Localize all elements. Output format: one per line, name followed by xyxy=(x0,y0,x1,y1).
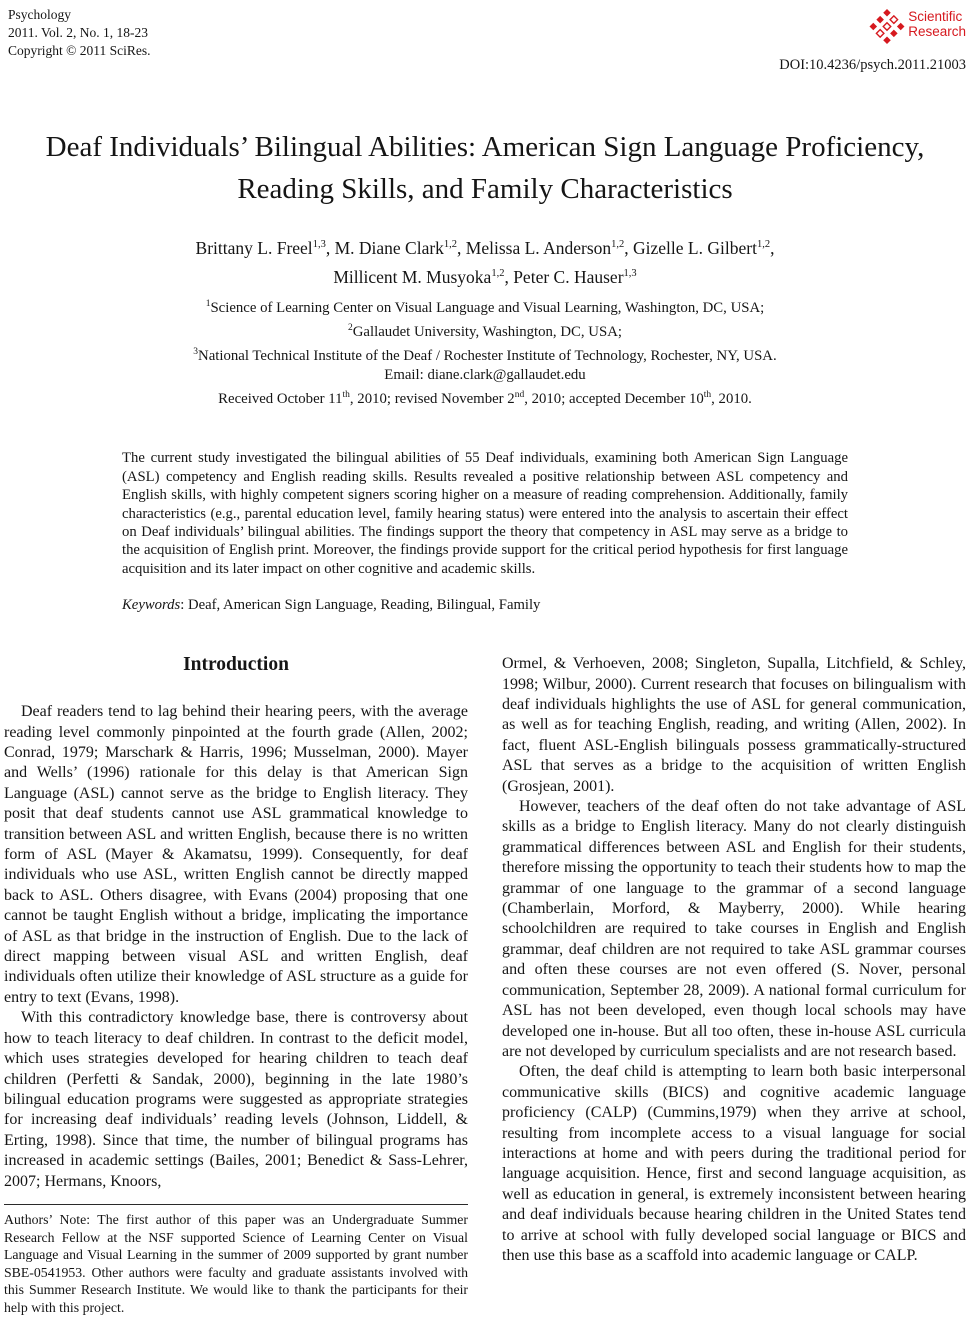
authors-note-footnote: Authors’ Note: The first author of this paper was an Undergraduate Summer Research Fellow at the NSF supported Science of Learning Center on Visual Language and Visual Learning in the summer of 2009 supported by grant number SBE-0541953. Other authors were faculty and graduate assistants involved with this Summer Research Institute. We would like to thank the participants for their help with this project. xyxy=(4,1204,468,1317)
article-body xyxy=(0,654,970,1316)
section-heading-introduction: Introduction xyxy=(183,654,289,676)
body-paragraph: Often, the deaf child is attempting to learn both basic interpersonal communicative skills (BICS) and cognitive academic language proficiency (CALP) (Cummins,1979) when they arrive at school, resulting from incomplete access to a visual language for social interactions at home and with peers during the traditional period for language acquisition. Hence, first and second language acquisition, as well as education in general, is extremely inconsistent between hearing and deaf individuals because hearing children in the United States tend to arrive at school with fully developed social language or BICS and then use this base as a scaffold into academic language or CALP. xyxy=(502,1063,966,1264)
keywords-label: Keywords xyxy=(122,597,181,614)
journal-name: Psychology xyxy=(8,7,72,22)
body-paragraph: Ormel, & Verhoeven, 2008; Singleton, Supalla, Litchfield, & Schley, 1998; Wilbur, 2000). Current research that focuses on bilingualism with deaf individuals highlights the use of ASL for general communication, as well as for teaching English, reading, and writing (Allen, 2002). In fact, fluent ASL-English bilinguals possess grammatically-structured ASL that serves as a bridge to the acquisition of written English (Grosjean, 2001). xyxy=(502,655,966,795)
left-column xyxy=(4,654,468,1316)
article-title: Deaf Individuals’ Bilingual Abilities: American Sign Language Proficiency, Reading Skills, and Family Characteristics xyxy=(45,131,925,205)
page-header xyxy=(0,0,970,74)
publisher-block xyxy=(779,6,966,74)
author-list xyxy=(0,232,970,290)
journal-issue: 2011. Vol. 2, No. 1, 18-23 xyxy=(8,25,149,40)
author-line-1: Brittany L. Freel$^{1,3}$, M. Diane Clark$^{1,2}$, Melissa L. Anderson$^{1,2}$, Gizelle L. Gilbert$^{1,2}$, xyxy=(195,237,775,258)
keywords-text: : Deaf, American Sign Language, Reading, Bilingual, Family xyxy=(180,597,541,614)
right-column-paragraphs xyxy=(502,654,966,1266)
abstract: The current study investigated the bilingual abilities of 55 Deaf individuals, examining both American Sign Language (ASL) competency and English reading skills. Results revealed a positive relationship between ASL competency and English skills, with highly competent signers scoring higher on a measure of reading comprehension. Additionally, family characteristics (e.g., parental education level, family hearing status) were entered into the analysis to ascertain their effect on Deaf individuals’ bilingual abilities. The findings support the theory that competency in ASL may serve as a bridge to the acquisition of English print. Moreover, the findings provide support for the critical period hypothesis for first language acquisition and its later impact on other cognitive and academic skills. xyxy=(122,450,848,577)
right-column xyxy=(502,654,966,1266)
journal-copyright: Copyright © 2011 SciRes. xyxy=(8,43,151,58)
author-line-2: Millicent M. Musyoka$^{1,2}$, Peter C. Hauser$^{1,3}$ xyxy=(333,266,637,287)
scientific-research-logo-icon xyxy=(869,6,905,52)
journal-info xyxy=(8,6,151,60)
email-line: Email: diane.clark@gallaudet.edu xyxy=(384,367,586,384)
affiliations xyxy=(0,294,970,366)
affiliation-2: $^2$Gallaudet University, Washington, DC, USA; xyxy=(348,322,622,340)
keywords xyxy=(122,597,848,614)
body-paragraph: With this contradictory knowledge base, there is controversy about how to teach literacy to deaf children. In contrast to the deficit model, which uses strategies developed for hearing children to teach deaf children (Perfetti & Sandak, 2000), beginning in the late 1980’s bilingual education programs were suggested as appropriate strategies for increasing deaf individuals’ reading levels (Johnson, Liddell, & Erting, 1998). Since that time, the number of bilingual programs has increased in academic settings (Bailes, 2001; Benedict & Sass-Lehrer, 2007; Hermans, Knoors, xyxy=(4,1009,468,1190)
received-dates: Received October 11th, 2010; revised November 2nd, 2010; accepted December 10th, 2010. xyxy=(218,390,752,408)
body-paragraph: However, teachers of the deaf often do not take advantage of ASL skills as a bridge to English literacy. Many do not clearly distinguish grammatical differences between ASL and English for their students, therefore missing the opportunity to teach their students how to map the grammar of one language to the grammar of a second language (Chamberlain, Morford, & Mayberry, 2000). While hearing schoolchildren are required to take courses in English and English grammar, deaf children are not required to take ASL grammar courses and often these courses are not even offered (S. Nover, personal communication, September 28, 2009). A national formal curriculum for ASL has not been developed, even though local schools may have developed one in-house. But all too often, these in-house ASL curricula are not developed by curriculum specialists and are not research based. xyxy=(502,798,966,1060)
affiliation-1: $^1$Science of Learning Center on Visual Language and Visual Learning, Washington, DC, USA; xyxy=(205,298,765,316)
publisher-name: Scientific Research xyxy=(908,9,966,39)
doi: DOI:10.4236/psych.2011.21003 xyxy=(779,57,966,73)
body-paragraph: Deaf readers tend to lag behind their hearing peers, with the average reading level commonly pinpointed at the fourth grade (Allen, 2002; Conrad, 1979; Marschark & Harris, 1996; Musselman, 2000). Mayer and Wells’ (1996) rationale for this delay is that American Sign Language (ASL) cannot serve as the bridge to English literacy. They posit that deaf students cannot use ASL grammatical knowledge to transition between ASL and written English, because there is no written form of ASL (Mayer & Akamatsu, 1999). Consequently, for deaf individuals who use ASL, written English cannot be directly mapped back to ASL. Others disagree, with Evans (2004) proposing that one cannot be taught English without a bridge, implicating the importance of ASL as that bridge in the instruction of English. Due to the lack of direct mapping between visual ASL and written English, deaf individuals often utilize their knowledge of ASL structure as a guide for entry to text (Evans, 1998). xyxy=(4,703,468,1006)
left-column-paragraphs xyxy=(4,702,468,1192)
affiliation-3: $^3$National Technical Institute of the Deaf / Rochester Institute of Technology, Rochester, NY, USA. xyxy=(193,346,777,364)
